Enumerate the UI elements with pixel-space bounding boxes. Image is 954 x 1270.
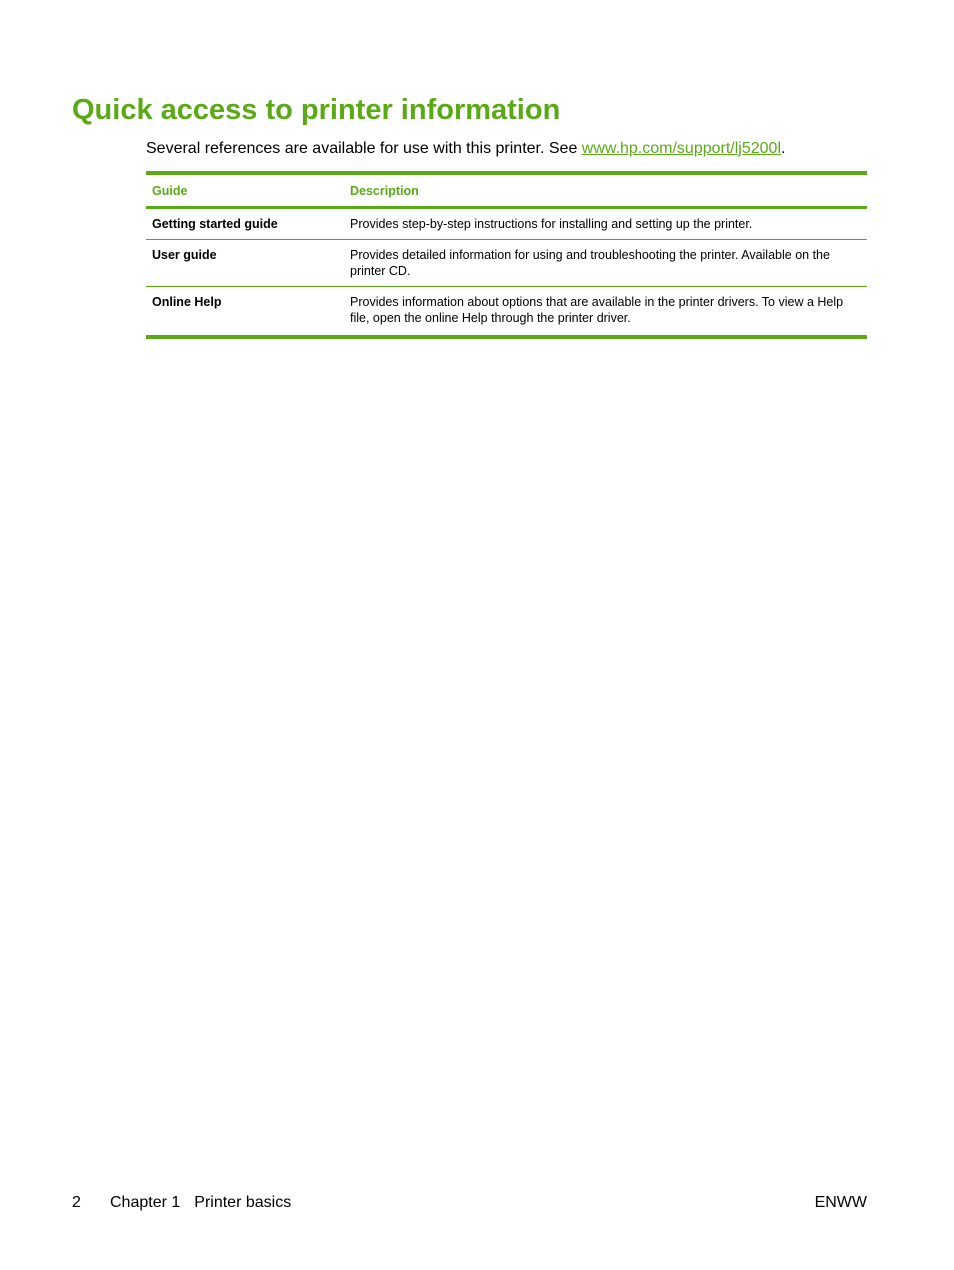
header-description: Description (344, 173, 867, 208)
guide-cell: Online Help (146, 287, 344, 338)
table-row (146, 240, 867, 287)
chapter-title: Printer basics (194, 1194, 292, 1211)
table-row (146, 287, 867, 338)
description-cell: Provides detailed information for using and troubleshooting the printer. Available on the printer CD. (344, 240, 867, 287)
support-link[interactable]: www.hp.com/support/lj5200l (581, 140, 781, 157)
description-cell: Provides step-by-step instructions for installing and setting up the printer. (344, 208, 867, 240)
intro-text: Several references are available for use with this printer. See (146, 140, 582, 157)
reference-table (146, 171, 867, 339)
header-guide: Guide (146, 173, 344, 208)
guide-cell: User guide (146, 240, 344, 287)
description-cell: Provides information about options that are available in the printer drivers. To view a Help file, open the online Help through the printer driver. (344, 287, 867, 338)
intro-end: . (781, 140, 786, 157)
intro-paragraph (146, 139, 785, 159)
table-row (146, 208, 867, 240)
chapter-label: Chapter 1 (110, 1194, 181, 1211)
table-header-row (146, 173, 867, 208)
footer-left (72, 1193, 291, 1213)
guide-cell: Getting started guide (146, 208, 344, 240)
page-title: Quick access to printer information (72, 94, 561, 126)
page-number: 2 (72, 1194, 81, 1211)
footer-locale: ENWW (814, 1194, 867, 1211)
